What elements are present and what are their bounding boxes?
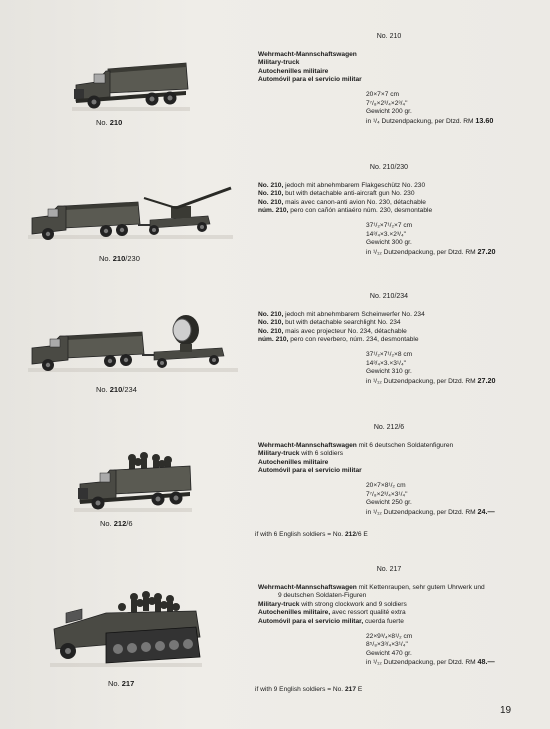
product-specs	[366, 351, 520, 386]
description-line: Autochenilles militaire	[258, 67, 329, 75]
description-line: Wehrmacht-Mannschaftswagen mit Kettenraupen, sehr gutem Uhrwerk und	[258, 583, 485, 591]
english-soldiers-variant: if with 6 English soldiers = No. 212/6 E	[255, 531, 368, 538]
description-line: No. 210, jedoch mit abnehmbarem Scheinwerfer No. 234	[258, 310, 425, 318]
description-line: Autochenilles militaire, avec ressort qualité extra	[258, 609, 406, 617]
product-caption: No. 210	[96, 118, 123, 127]
description-line: No. 210, jedoch mit abnehmbarem Flakgeschütz No. 230	[258, 181, 426, 189]
dimensions-cm: 37¹/₂×7¹/₂×8 cm	[366, 350, 413, 358]
packaging-price: in ¹/₁₂ Dutzendpackung, per Dtzd. RM 24.—	[366, 506, 495, 516]
dimensions-cm: 22×9³/₄×8¹/₂ cm	[366, 632, 413, 640]
product-caption: No. 210/230	[99, 254, 140, 263]
dimensions-inches: 14³/₄×3.×2³/₄"	[366, 230, 406, 238]
product-number-heading: No. 210/234	[369, 293, 409, 300]
weight: Gewicht 250 gr.	[366, 499, 412, 507]
halftrack-with-soldiers-image	[46, 587, 206, 672]
description-line: Military-truck with strong clockwork and 9 soldiers	[258, 600, 407, 608]
dimensions-inches: 7⁷/₈×2³/₄×2³/₄"	[366, 99, 408, 107]
page-number: 19	[500, 705, 512, 716]
weight: Gewicht 200 gr.	[366, 108, 412, 116]
description-line: Automóvil para el servicio militar, cuerda fuerte	[258, 617, 404, 625]
weight: Gewicht 300 gr.	[366, 239, 412, 247]
description-line: No. 210, but with detachable anti-aircraft gun No. 230	[258, 190, 415, 198]
product-text	[258, 33, 520, 126]
description-line: No. 210, mais avec projecteur No. 234, détachable	[258, 327, 407, 335]
product-specs	[366, 91, 520, 126]
product-caption: No. 217	[108, 679, 135, 688]
description-line: núm. 210, pero con cañón antiaéro núm. 230, desmontable	[258, 207, 433, 215]
description-line: Wehrmacht-Mannschaftswagen	[258, 50, 357, 58]
product-number-heading: No. 212/6	[373, 424, 405, 431]
description-line: Military-truck with 6 soldiers	[258, 450, 344, 458]
description-line: Automóvil para el servicio militar	[258, 467, 362, 475]
product-caption: No. 210/234	[96, 385, 137, 394]
product-specs	[366, 482, 520, 517]
description-line: No. 210, mais avec canon-anti avion No. 230, détachable	[258, 198, 426, 206]
dimensions-inches: 8⁵/₈×3³/₄×3¹/₄"	[366, 641, 408, 649]
description-line: 9 deutschen Soldaten-Figuren	[278, 592, 367, 600]
description-line: Automóvil para el servicio militar	[258, 76, 362, 84]
weight: Gewicht 470 gr.	[366, 649, 412, 657]
product-number-heading: No. 210/230	[369, 164, 409, 171]
product-specs	[366, 633, 520, 668]
truck-with-flak-gun-image	[26, 180, 236, 245]
product-text	[258, 566, 520, 668]
product-caption: No. 212/6	[100, 519, 133, 528]
description-line: Military-truck	[258, 59, 300, 67]
dimensions-cm: 20×7×7 cm	[366, 90, 399, 98]
product-text	[258, 424, 520, 517]
packaging-price: in ¹/₄ Dutzendpackung, per Dtzd. RM 13.60	[366, 115, 494, 125]
description-line: No. 210, but with detachable searchlight No. 234	[258, 319, 401, 327]
truck-with-searchlight-image	[26, 308, 241, 378]
product-text	[258, 164, 520, 257]
weight: Gewicht 310 gr.	[366, 368, 412, 376]
dimensions-inches: 14³/₄×3.×3¹/₄"	[366, 359, 406, 367]
product-specs	[366, 222, 520, 257]
description-line: Wehrmacht-Mannschaftswagen mit 6 deutschen Soldatenfiguren	[258, 441, 454, 449]
packaging-price: in ¹/₁₂ Dutzendpackung, per Dtzd. RM 27.20	[366, 246, 496, 256]
packaging-price: in ¹/₁₂ Dutzendpackung, per Dtzd. RM 27.20	[366, 375, 496, 385]
dimensions-cm: 20×7×8¹/₂ cm	[366, 481, 406, 489]
product-number-heading: No. 217	[376, 566, 402, 573]
product-text	[258, 293, 520, 386]
packaging-price: in ¹/₁₂ Dutzendpackung, per Dtzd. RM 48.—	[366, 657, 495, 667]
truck-with-soldiers-image	[70, 448, 195, 516]
dimensions-inches: 7⁷/₈×2³/₄×3¹/₄"	[366, 490, 408, 498]
military-truck-image	[68, 55, 193, 115]
dimensions-cm: 37¹/₂×7¹/₂×7 cm	[366, 221, 413, 229]
description-line: núm. 210, pero con reverbero, núm. 234, desmontable	[258, 336, 419, 344]
english-soldiers-variant: if with 9 English soldiers = No. 217 E	[255, 686, 363, 693]
description-line: Autochenilles militaire	[258, 458, 329, 466]
product-number-heading: No. 210	[376, 33, 402, 40]
